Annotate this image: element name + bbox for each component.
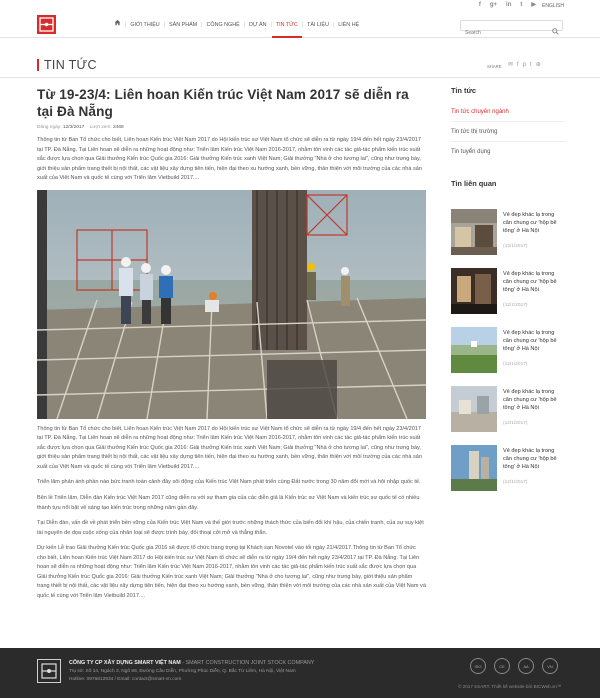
article-paragraph: Triển lãm phản ánh phần nào bức tranh toàn cảnh đầy sôi động của Kiến trúc Việt Nam phát triển cùng Đất nước trong 30 năm đổi mới và hội nhập quốc tế. — [37, 479, 421, 486]
main-nav — [110, 12, 363, 38]
article-title: Từ 19-23/4: Liên hoan Kiến trúc Việt Nam 2017 sẽ diễn ra tại Đà Nẵng — [37, 87, 409, 119]
nav-item-du-an[interactable]: DỰ ÁN — [249, 22, 267, 28]
related-date: (12/1/2017) — [503, 303, 528, 308]
page-heading — [0, 38, 600, 78]
footer-contact: Hotline: 0976812934 / Email: contact@smart-vn.com — [69, 677, 182, 682]
nav-item-cong-nghe[interactable]: CÔNG NGHỆ — [206, 22, 240, 28]
article-photo — [37, 190, 426, 419]
sidebar — [451, 86, 566, 485]
certification-badge: AA — [518, 658, 534, 674]
related-thumbnail[interactable] — [451, 209, 497, 255]
nav-separator: | — [201, 22, 203, 28]
nav-item-san-pham[interactable]: SẢN PHẨM — [169, 22, 198, 28]
nav-separator: | — [270, 22, 272, 28]
top-bar — [0, 0, 600, 12]
sidebar-related-title: Tin liên quan — [451, 179, 497, 188]
divider — [451, 121, 566, 122]
related-title[interactable]: Vẻ đẹp khác lạ trong căn chung cư 'hộp bê tông' ở Hà Nội — [503, 212, 557, 235]
article-paragraph: Thông tin từ Ban Tổ chức cho biết, Liên hoan Kiến trúc Việt Nam 2017 do Hội kiến trúc sư Việt Nam tổ chức sẽ diễn ra từ ngày 19/4 đến hết ngày 23/4/2017 tại TP. Đà Nẵng. Tại Liên hoan sẽ diễn ra những hoạt động như: Triển lãm Kiến trúc Việt Nam 2016-2017, nhằm tôn vinh các tác giả-tác phẩm kiến trúc xuất sắc được lựa chọn qua Giải thưởng Kiến trúc Quốc gia 2016: Giải thưởng Kiến trúc xanh Việt Nam; Giải thưởng "Nhà ở cho tương lai", cũng như trưng bày, giới thiệu sản phẩm trang thiết bị nội thất, các vật liệu xây dựng tiên tiến, hiện đại theo xu hướng xanh, bền vững, thân thiện với môi trường của các nhà sản xuất của Việt Nam và quốc tế cùng với Triển lãm Vietbuild 2017.... — [37, 137, 422, 182]
nav-separator: | — [125, 22, 127, 28]
linkedin-icon[interactable]: in — [506, 2, 512, 8]
certification-badges — [470, 658, 558, 674]
divider — [451, 141, 566, 142]
site-footer — [0, 648, 600, 698]
share-icons — [508, 62, 541, 69]
search-input[interactable] — [461, 29, 549, 38]
related-title[interactable]: Vẻ đẹp khác lạ trong căn chung cư 'hộp bê tông' ở Hà Nội — [503, 389, 557, 412]
related-thumbnail[interactable] — [451, 386, 497, 432]
facebook-icon[interactable]: f — [478, 2, 481, 8]
nav-separator: | — [243, 22, 246, 28]
related-thumbnail[interactable] — [451, 445, 497, 491]
company-name: CÔNG TY CP XÂY DỰNG SMART VIỆT NAM — [69, 660, 181, 666]
heading-accent-bar — [37, 59, 39, 71]
nav-item-gioi-thieu[interactable]: GIỚI THIỆU — [130, 22, 160, 28]
article-paragraph: Thông tin từ Ban Tổ chức cho biết, Liên hoan Kiến trúc Việt Nam 2017 do Hội kiến trúc sư Việt Nam tổ chức sẽ diễn ra từ ngày 19/4 đến hết ngày 23/4/2017 tại TP. Đà Nẵng. Tại Liên hoan sẽ diễn ra những hoạt động như: Triển lãm Kiến trúc Việt Nam 2016-2017, nhằm tôn vinh các tác giả-tác phẩm kiến trúc xuất sắc được lựa chọn qua Giải thưởng Kiến trúc Quốc gia 2016: Giải thưởng Kiến trúc xanh Việt Nam; Giải thưởng "Nhà ở cho tương lai", cũng như trưng bày, giới thiệu sản phẩm trang thiết bị nội thất, các vật liệu xây dựng tiên tiến, hiện đại theo xu hướng xanh, bền vững, thân thiện với môi trường của các nhà sản xuất của Việt Nam và quốc tế cùng với Triển lãm Vietbuild 2017.... — [37, 425, 422, 470]
footer-logo[interactable] — [37, 659, 61, 683]
related-thumbnail[interactable] — [451, 327, 497, 373]
related-title[interactable]: Vẻ đẹp khác lạ trong căn chung cư 'hộp bê tông' ở Hà Nội — [503, 271, 557, 294]
article-meta — [37, 125, 426, 130]
footer-company — [69, 660, 314, 666]
twitter-share-icon[interactable]: t — [530, 62, 532, 68]
company-name-en: - SMART CONSTRUCTION JOINT STOCK COMPANY — [180, 660, 315, 666]
more-share-icon[interactable]: ⊕ — [535, 62, 541, 68]
youtube-icon[interactable]: ▶ — [531, 2, 536, 8]
related-title[interactable]: Vẻ đẹp khác lạ trong căn chung cư 'hộp bê tông' ở Hà Nội — [503, 448, 557, 471]
nav-item-lien-he[interactable]: LIÊN HỆ — [338, 22, 360, 28]
nav-item-tai-lieu[interactable]: TÀI LIỆU — [307, 22, 329, 28]
related-title[interactable]: Vẻ đẹp khác lạ trong căn chung cư 'hộp bê tông' ở Hà Nội — [503, 330, 557, 353]
nav-item-tin-tuc[interactable]: TIN TỨC — [272, 12, 302, 38]
language-switch[interactable]: ENGLISH — [542, 3, 564, 9]
social-links — [479, 2, 536, 9]
sidebar-link-thi-truong[interactable]: Tin tức thị trường — [451, 129, 498, 135]
nav-separator: | — [332, 22, 335, 28]
related-item[interactable] — [451, 268, 566, 318]
article — [37, 86, 426, 601]
related-date: (12/1/2017) — [503, 244, 528, 249]
related-thumbnail[interactable] — [451, 268, 497, 314]
related-item[interactable] — [451, 209, 566, 259]
site-header — [0, 12, 600, 38]
home-icon[interactable] — [110, 12, 125, 38]
article-paragraph: Tại Diễn đàn, vấn đề về phát triển bền vững của Kiến trúc Việt Nam và thế giới trước những thách thức của biến đổi khí hậu, của chiến tranh, của sự suy kiệt tài nguyên đe dọa cuộc sống của nhân loại sẽ được trình bày, đối thoại cởi mở và thẳng thắn. — [37, 520, 424, 536]
sidebar-link-chuyen-nganh[interactable]: Tin tức chuyên ngành — [451, 109, 509, 115]
sidebar-news-title: Tin tức — [451, 86, 476, 95]
related-date: (12/1/2017) — [503, 362, 528, 367]
footer-address: Trụ sở: Số 14, Ngách 3, Ngõ 86, Đường Cầu Diễn, Phường Phúc Diễn, Q. Bắc Từ Liêm, Hà Nội, Việt Nam — [69, 669, 296, 674]
share-label: SHARE — [487, 64, 502, 69]
views-label: Lượt xem: — [89, 125, 112, 130]
article-paragraph: Bên lề Triển lãm, Diễn đàn Kiến trúc Việt Nam 2017 cũng diễn ra với sự tham gia của các diễn giả là Kiến trúc sư Việt Nam và kiến trúc sư quốc tế có nhiều thành tựu nổi bật về sáng tạo kiến trúc trong những năm gần đây. — [37, 495, 420, 511]
twitter-icon[interactable]: t — [520, 2, 523, 8]
google-plus-icon[interactable]: g+ — [489, 2, 498, 8]
nav-separator: | — [301, 22, 304, 28]
facebook-share-icon[interactable]: f — [517, 62, 519, 68]
sidebar-link-tuyen-dung[interactable]: Tin tuyển dụng — [451, 149, 491, 155]
article-paragraph: Dự kiến Lễ trao Giải thưởng Kiến trúc Quốc gia 2016 sẽ được tổ chức trang trọng tại Khách sạn Novotel vào tối ngày 21/4/2017.Thông tin từ Ban Tổ chức cho biết, Liên hoan Kiến trúc Việt Nam 2017 do Hội kiến trúc sư Việt Nam tổ chức sẽ diễn ra từ ngày 19/4 đến hết ngày 23/4/2017 tại TP. Đà Nẵng. Tại Liên hoan sẽ diễn ra những hoạt động như: Triển lãm Kiến trúc Việt Nam 2016-2017, nhằm tôn vinh các tác giả-tác phẩm kiến trúc xuất sắc được lựa chọn qua Giải thưởng Kiến trúc Quốc gia 2016: Giải thưởng Kiến trúc xanh Việt Nam; Giải thưởng "Nhà ở cho tương lai", cũng như trưng bày, giới thiệu sản phẩm trang thiết bị nội thất, các vật liệu xây dựng tiên tiến, hiện đại theo xu hướng xanh, bền vững, thân thiện với môi trường của các nhà sản xuất của Việt Nam và quốc tế cùng với Triển lãm Vietbuild 2017.... — [37, 545, 426, 599]
site-logo[interactable] — [37, 15, 56, 34]
certification-badge: ISO — [470, 658, 486, 674]
related-date: (12/1/2017) — [503, 421, 528, 426]
nav-separator: | — [163, 22, 166, 28]
article-views: 2468 — [113, 125, 124, 130]
search-box — [460, 20, 563, 31]
article-date: 12/3/2017 — [62, 125, 85, 130]
page-title: TIN TỨC — [44, 58, 97, 72]
email-share-icon[interactable]: ✉ — [508, 62, 514, 68]
related-item[interactable] — [451, 386, 566, 436]
copyright: © 2017 smART. Thiết kế website bởi BICWeb.vn™ — [458, 684, 562, 689]
related-item[interactable] — [451, 445, 566, 495]
date-label: Đăng ngày: — [37, 125, 62, 130]
related-item[interactable] — [451, 327, 566, 377]
related-date: (12/1/2017) — [503, 480, 528, 485]
certification-badge: VN — [542, 658, 558, 674]
pinterest-share-icon[interactable]: p — [522, 62, 527, 68]
certification-badge: CE — [494, 658, 510, 674]
